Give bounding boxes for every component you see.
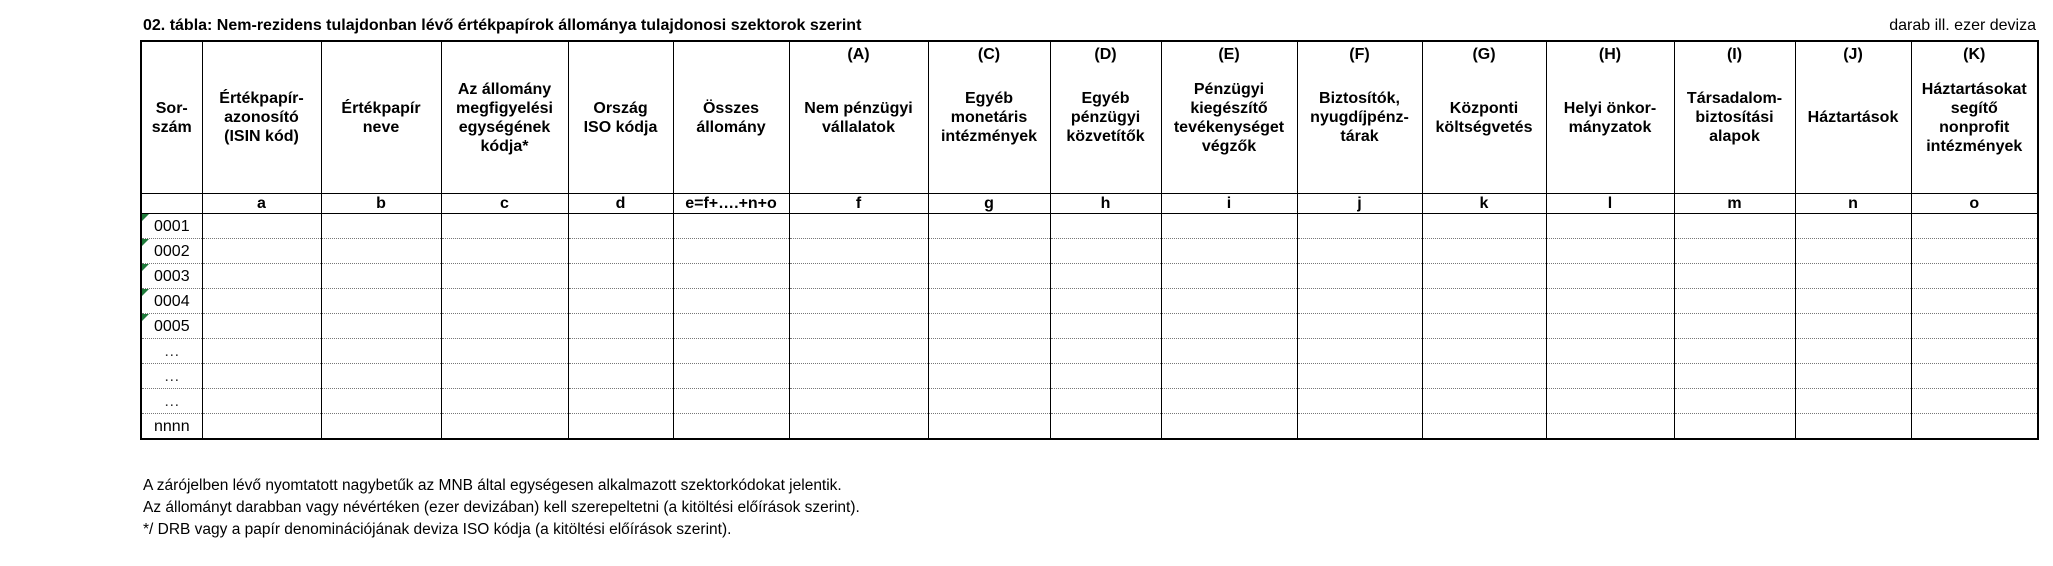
row-number-text: 0005 (154, 317, 190, 335)
data-cell[interactable] (1911, 339, 2038, 364)
row-number-text: 0001 (154, 217, 190, 235)
data-cell[interactable] (321, 214, 441, 239)
row-number-text: 0003 (154, 267, 190, 285)
table-row (141, 389, 2038, 414)
data-cell[interactable] (321, 389, 441, 414)
row-number (141, 389, 202, 414)
data-cell[interactable] (1297, 289, 1422, 314)
column-header-2 (321, 41, 441, 194)
data-cell[interactable] (673, 239, 789, 264)
data-cell[interactable] (1422, 389, 1546, 414)
column-label: Központi költségvetés (1435, 99, 1533, 136)
column-code: a (202, 194, 321, 214)
data-cell[interactable] (789, 364, 928, 389)
data-cell[interactable] (673, 339, 789, 364)
data-cell[interactable] (1795, 364, 1911, 389)
data-cell[interactable] (441, 339, 568, 364)
sector-letter: (K) (1963, 46, 1986, 63)
column-code: o (1911, 194, 2038, 214)
data-cell[interactable] (1050, 289, 1161, 314)
data-cell[interactable] (1422, 264, 1546, 289)
column-label: Nem pénzügyi vállalatok (804, 99, 913, 136)
data-cell[interactable] (1050, 239, 1161, 264)
sector-letter: (E) (1218, 46, 1240, 63)
data-cell[interactable] (202, 314, 321, 339)
row-number-text: … (163, 342, 180, 360)
data-cell[interactable] (568, 239, 673, 264)
row-number-text: 0004 (154, 292, 190, 310)
data-cell[interactable] (1674, 264, 1795, 289)
column-header-4 (568, 41, 673, 194)
data-cell[interactable] (1161, 239, 1297, 264)
data-cell[interactable] (568, 364, 673, 389)
data-cell[interactable] (1674, 214, 1795, 239)
column-header-13 (1674, 41, 1795, 194)
data-cell[interactable] (441, 289, 568, 314)
data-cell[interactable] (928, 214, 1050, 239)
column-header-3 (441, 41, 568, 194)
data-cell[interactable] (1297, 414, 1422, 440)
row-number (141, 364, 202, 389)
data-cell[interactable] (568, 289, 673, 314)
data-cell[interactable] (568, 214, 673, 239)
data-cell[interactable] (1161, 314, 1297, 339)
data-cell[interactable] (441, 214, 568, 239)
data-cell[interactable] (1795, 214, 1911, 239)
data-cell[interactable] (1911, 414, 2038, 440)
column-header-12 (1546, 41, 1674, 194)
footnote-1: A zárójelben lévő nyomtatott nagybetűk az MNB által egységesen alkalmazott szektorkódokat jelentik. (143, 477, 842, 494)
data-cell[interactable] (928, 364, 1050, 389)
data-cell[interactable] (321, 339, 441, 364)
row-number-text: … (163, 367, 180, 385)
data-cell[interactable] (1422, 289, 1546, 314)
data-cell[interactable] (1795, 239, 1911, 264)
table-row (141, 314, 2038, 339)
cell-marker-icon (142, 214, 149, 221)
cell-marker-icon (142, 264, 149, 271)
unit-label: darab ill. ezer deviza (1889, 17, 2036, 34)
data-cell[interactable] (321, 414, 441, 440)
data-cell[interactable] (1546, 239, 1674, 264)
data-cell[interactable] (1911, 264, 2038, 289)
row-number (141, 239, 202, 264)
column-code: b (321, 194, 441, 214)
data-cell[interactable] (202, 389, 321, 414)
column-header-9 (1161, 41, 1297, 194)
column-code: l (1546, 194, 1674, 214)
data-cell[interactable] (321, 314, 441, 339)
data-cell[interactable] (928, 339, 1050, 364)
row-number (141, 214, 202, 239)
column-label: Értékpapír- azonosító (ISIN kód) (219, 90, 304, 145)
data-cell[interactable] (441, 414, 568, 440)
column-header-1 (202, 41, 321, 194)
header-row (141, 41, 2038, 194)
data-cell[interactable] (1050, 414, 1161, 440)
column-code: d (568, 194, 673, 214)
data-cell[interactable] (673, 364, 789, 389)
row-number-text: … (163, 392, 180, 410)
data-cell[interactable] (1674, 364, 1795, 389)
column-header-11 (1422, 41, 1546, 194)
column-header-14 (1795, 41, 1911, 194)
sector-letter: (D) (1094, 46, 1117, 63)
column-code (141, 194, 202, 214)
data-cell[interactable] (1422, 214, 1546, 239)
row-number (141, 414, 202, 440)
data-cell[interactable] (1674, 289, 1795, 314)
sector-letter: (G) (1472, 46, 1496, 63)
data-cell[interactable] (1795, 289, 1911, 314)
data-cell[interactable] (1161, 214, 1297, 239)
row-number (141, 264, 202, 289)
column-header-5 (673, 41, 789, 194)
column-label: Biztosítók, nyugdíjpénz- tárak (1310, 90, 1409, 145)
data-cell[interactable] (1050, 314, 1161, 339)
column-label: Helyi önkor- mányzatok (1563, 99, 1657, 136)
data-cell[interactable] (1422, 414, 1546, 440)
footnotes (143, 475, 860, 541)
data-cell[interactable] (1546, 264, 1674, 289)
column-code: i (1161, 194, 1297, 214)
data-cell[interactable] (789, 314, 928, 339)
data-cell[interactable] (673, 389, 789, 414)
sector-table (140, 40, 2039, 440)
row-number (141, 314, 202, 339)
table-row (141, 289, 2038, 314)
sector-letter: (H) (1598, 46, 1622, 63)
data-cell[interactable] (928, 239, 1050, 264)
column-header-15 (1911, 41, 2038, 194)
data-cell[interactable] (1422, 364, 1546, 389)
data-cell[interactable] (202, 239, 321, 264)
data-cell[interactable] (1050, 389, 1161, 414)
data-cell[interactable] (321, 364, 441, 389)
data-cell[interactable] (1297, 364, 1422, 389)
data-cell[interactable] (1161, 289, 1297, 314)
sector-letter: (F) (1349, 46, 1370, 63)
data-cell[interactable] (1297, 314, 1422, 339)
data-cell[interactable] (1674, 339, 1795, 364)
column-label: Sor- szám (151, 99, 192, 136)
cell-marker-icon (142, 289, 149, 296)
data-cell[interactable] (789, 239, 928, 264)
data-cell[interactable] (1161, 389, 1297, 414)
column-header-6 (789, 41, 928, 194)
data-cell[interactable] (202, 289, 321, 314)
table-body (141, 214, 2038, 440)
table-row (141, 239, 2038, 264)
column-label: Egyéb pénzügyi közvetítők (1066, 90, 1145, 145)
data-cell[interactable] (1297, 389, 1422, 414)
data-cell[interactable] (789, 414, 928, 440)
data-cell[interactable] (568, 339, 673, 364)
data-cell[interactable] (928, 414, 1050, 440)
data-cell[interactable] (1911, 314, 2038, 339)
column-label: Egyéb monetáris intézmények (940, 90, 1038, 145)
data-cell[interactable] (202, 364, 321, 389)
data-cell[interactable] (568, 414, 673, 440)
row-number (141, 289, 202, 314)
data-cell[interactable] (928, 389, 1050, 414)
data-cell[interactable] (928, 264, 1050, 289)
data-cell[interactable] (202, 214, 321, 239)
table-row (141, 264, 2038, 289)
row-number (141, 339, 202, 364)
column-code: h (1050, 194, 1161, 214)
data-cell[interactable] (1674, 389, 1795, 414)
column-label: Értékpapír neve (341, 99, 421, 136)
data-cell[interactable] (202, 414, 321, 440)
data-cell[interactable] (789, 264, 928, 289)
data-cell[interactable] (1546, 339, 1674, 364)
column-label: Pénzügyi kiegészítő tevékenységet végzők (1173, 80, 1285, 155)
data-cell[interactable] (1795, 314, 1911, 339)
row-number-text: nnnn (154, 417, 190, 435)
column-code: j (1297, 194, 1422, 214)
column-label: Összes állomány (696, 99, 766, 136)
sector-letter: (C) (977, 46, 1001, 63)
data-cell[interactable] (789, 339, 928, 364)
data-cell[interactable] (1161, 414, 1297, 440)
data-cell[interactable] (673, 314, 789, 339)
data-cell[interactable] (1422, 339, 1546, 364)
data-cell[interactable] (673, 214, 789, 239)
data-cell[interactable] (321, 264, 441, 289)
column-code-row (141, 194, 2038, 214)
data-cell[interactable] (1911, 289, 2038, 314)
data-cell[interactable] (1050, 214, 1161, 239)
table-row (141, 414, 2038, 440)
data-cell[interactable] (789, 289, 928, 314)
data-cell[interactable] (321, 289, 441, 314)
data-cell[interactable] (441, 264, 568, 289)
data-cell[interactable] (1161, 364, 1297, 389)
data-cell[interactable] (1161, 264, 1297, 289)
column-code: k (1422, 194, 1546, 214)
data-cell[interactable] (1297, 214, 1422, 239)
column-label: Társadalom- biztosítási alapok (1686, 90, 1783, 145)
data-cell[interactable] (1546, 364, 1674, 389)
data-cell[interactable] (673, 414, 789, 440)
column-label: Háztartásokat segítő nonprofit intézmények (1921, 80, 2027, 155)
column-label: Az állomány megfigyelési egységének kódja* (456, 80, 553, 155)
data-cell[interactable] (1546, 289, 1674, 314)
table-row (141, 339, 2038, 364)
data-cell[interactable] (1911, 389, 2038, 414)
data-cell[interactable] (1546, 314, 1674, 339)
data-cell[interactable] (1795, 264, 1911, 289)
data-cell[interactable] (1422, 239, 1546, 264)
data-cell[interactable] (789, 214, 928, 239)
sector-letter: (J) (1843, 46, 1863, 63)
data-cell[interactable] (1795, 414, 1911, 440)
data-cell[interactable] (441, 314, 568, 339)
data-cell[interactable] (1674, 414, 1795, 440)
data-cell[interactable] (568, 314, 673, 339)
data-cell[interactable] (202, 339, 321, 364)
column-header-10 (1297, 41, 1422, 194)
data-cell[interactable] (441, 239, 568, 264)
data-cell[interactable] (1795, 389, 1911, 414)
cell-marker-icon (142, 314, 149, 321)
column-code: e=f+….+n+o (673, 194, 789, 214)
column-code: m (1674, 194, 1795, 214)
column-label: Ország ISO kódja (583, 99, 658, 136)
data-cell[interactable] (1297, 239, 1422, 264)
data-cell[interactable] (1161, 339, 1297, 364)
table-row (141, 364, 2038, 389)
data-cell[interactable] (321, 239, 441, 264)
data-cell[interactable] (673, 289, 789, 314)
data-cell[interactable] (1911, 364, 2038, 389)
data-cell[interactable] (1050, 364, 1161, 389)
data-cell[interactable] (568, 389, 673, 414)
data-cell[interactable] (1050, 264, 1161, 289)
column-code: c (441, 194, 568, 214)
data-cell[interactable] (1297, 339, 1422, 364)
data-cell[interactable] (1911, 214, 2038, 239)
data-cell[interactable] (1911, 239, 2038, 264)
footnote-2: Az állományt darabban vagy névértéken (ezer devizában) kell szerepeltetni (a kitöltési előírások szerint). (143, 499, 860, 516)
column-code: n (1795, 194, 1911, 214)
row-number-text: 0002 (154, 242, 190, 260)
data-cell[interactable] (1422, 314, 1546, 339)
column-header-7 (928, 41, 1050, 194)
data-cell[interactable] (928, 289, 1050, 314)
cell-marker-icon (142, 239, 149, 246)
data-cell[interactable] (1674, 239, 1795, 264)
data-cell[interactable] (1546, 214, 1674, 239)
data-cell[interactable] (202, 264, 321, 289)
sector-letter: (I) (1726, 46, 1743, 63)
table-title: 02. tábla: Nem-rezidens tulajdonban lévő értékpapírok állománya tulajdonosi szektorok szerint (143, 17, 862, 34)
data-cell[interactable] (1546, 389, 1674, 414)
footnote-3: */ DRB vagy a papír denominációjának deviza ISO kódja (a kitöltési előírások szerint). (143, 521, 732, 538)
data-cell[interactable] (568, 264, 673, 289)
table-row (141, 214, 2038, 239)
column-header-8 (1050, 41, 1161, 194)
data-cell[interactable] (1795, 339, 1911, 364)
data-cell[interactable] (1546, 414, 1674, 440)
data-cell[interactable] (1050, 339, 1161, 364)
column-header-0 (141, 41, 202, 194)
data-cell[interactable] (673, 264, 789, 289)
column-code: g (928, 194, 1050, 214)
column-label: Háztartások (1807, 109, 1899, 126)
data-cell[interactable] (789, 389, 928, 414)
sector-letter: (A) (847, 46, 870, 63)
data-cell[interactable] (1297, 264, 1422, 289)
data-cell[interactable] (928, 314, 1050, 339)
data-cell[interactable] (441, 389, 568, 414)
column-code: f (789, 194, 928, 214)
data-cell[interactable] (441, 364, 568, 389)
data-cell[interactable] (1674, 314, 1795, 339)
